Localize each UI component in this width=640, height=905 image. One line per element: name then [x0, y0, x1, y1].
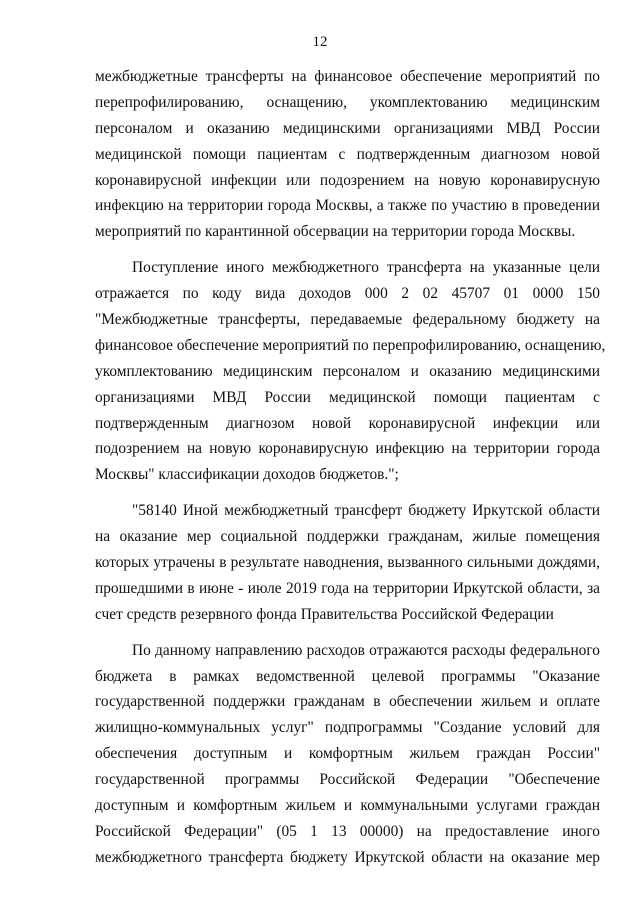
- text-line: Российской Федерации" (05 1 13 00000) на предоставление иного: [95, 822, 600, 840]
- text-line: обеспечения доступным и комфортным жильем граждан России": [95, 745, 600, 763]
- paragraph-1: [95, 64, 600, 245]
- text-line: По данному направлению расходов отражаются расходы федерального: [132, 641, 600, 659]
- page-number: 12: [312, 34, 328, 50]
- text-line: организациями МВД России медицинской помощи пациентам с: [95, 388, 600, 406]
- paragraph-2: [95, 255, 606, 488]
- text-line: Поступление иного межбюджетного трансферта на указанные цели: [132, 259, 600, 277]
- text-line: подтвержденным диагнозом новой коронавирусной инфекции или: [95, 414, 600, 432]
- text-line: финансовое обеспечение мероприятий по перепрофилированию, оснащению,: [95, 336, 606, 354]
- text-line: "58140 Иной межбюджетный трансферт бюджету Иркутской области: [132, 502, 600, 520]
- text-line: бюджета в рамках ведомственной целевой программы "Оказание: [95, 667, 600, 685]
- text-line: государственной программы Российской Федерации "Обеспечение: [95, 771, 600, 789]
- paragraph-4: [95, 638, 600, 871]
- text-line: персоналом и оказанию медицинскими организациями МВД России: [95, 119, 600, 137]
- text-line: мероприятий по карантинной обсервации на территории города Москвы.: [95, 223, 576, 241]
- text-line: Москвы" классификации доходов бюджетов.";: [95, 466, 399, 484]
- text-line: которых утрачены в результате наводнения, вызванного сильными дождями,: [95, 554, 600, 572]
- text-line: перепрофилированию, оснащению, укомплектованию медицинским: [95, 93, 600, 111]
- text-line: инфекцию на территории города Москвы, а также по участию в проведении: [95, 197, 600, 215]
- document-body: [95, 64, 606, 871]
- text-line: прошедшими в июне - июле 2019 года на территории Иркутской области, за: [95, 579, 600, 597]
- text-line: медицинской помощи пациентам с подтвержденным диагнозом новой: [95, 145, 600, 163]
- text-line: коронавирусной инфекции или подозрением на новую коронавирусную: [95, 171, 600, 189]
- text-line: государственной поддержки гражданам в обеспечении жильем и оплате: [95, 693, 600, 711]
- text-line: отражается по коду вида доходов 000 2 02 45707 01 0000 150: [95, 285, 600, 303]
- paragraph-3: [95, 498, 600, 627]
- text-line: счет средств резервного фонда Правительства Российской Федерации: [95, 605, 554, 623]
- text-line: "Межбюджетные трансферты, передаваемые федеральному бюджету на: [95, 311, 600, 329]
- text-line: укомплектованию медицинским персоналом и оказанию медицинскими: [95, 362, 600, 380]
- text-line: доступным и комфортным жильем и коммунальными услугами граждан: [95, 797, 600, 815]
- text-line: межбюджетные трансферты на финансовое обеспечение мероприятий по: [95, 68, 600, 85]
- text-line: жилищно-коммунальных услуг" подпрограммы "Создание условий для: [95, 719, 600, 737]
- text-line: подозрением на новую коронавирусную инфекцию на территории города: [95, 440, 600, 458]
- text-line: межбюджетного трансферта бюджету Иркутской области на оказание мер: [95, 848, 600, 866]
- text-line: на оказание мер социальной поддержки гражданам, жилые помещения: [95, 528, 600, 546]
